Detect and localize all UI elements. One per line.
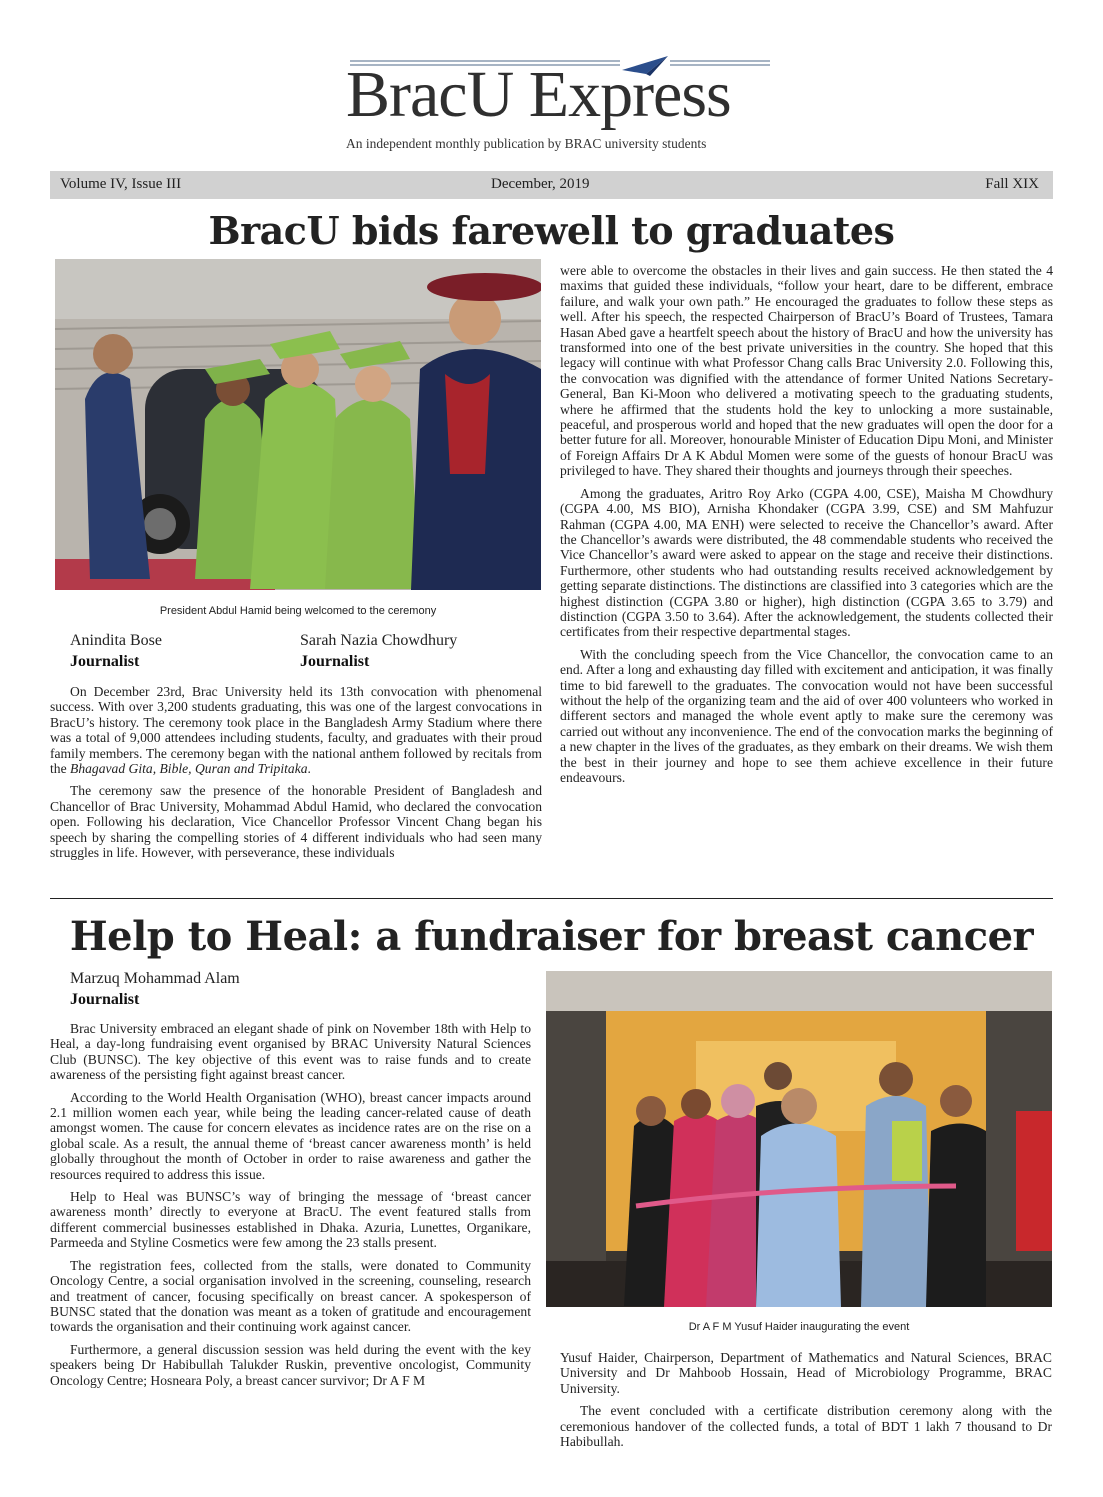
article2-headline: Help to Heal: a fundraiser for breast cancer	[69, 913, 1034, 960]
article2-paragraph: The event concluded with a certificate distribution ceremony along with the ceremonious handover of the collected funds, a total of BDT 1 lakh 7 thousand to Dr Habibullah.	[560, 1403, 1052, 1450]
article2-paragraph: Yusuf Haider, Chairperson, Department of Mathematics and Natural Sciences, BRAC University and Dr Mahboob Hossain, Head of Microbiology Programme, BRAC University.	[560, 1350, 1052, 1396]
author-role: Journalist	[70, 991, 140, 1008]
article2-paragraph: According to the World Health Organisation (WHO), breast cancer impacts around 2.1 million women each year, while being the leading cancer-related cause of death amongst women. The cause for concern elevates as incidence rates are on the rise on a global scale. As a result, the annual theme of ‘breast cancer awareness month’ is held globally throughout the month of October in order to raise awareness and gather the resources required to address this issue.	[50, 1089, 531, 1182]
article1-scripture-names: Bhagavad Gita, Bible, Quran and Tripitaka	[70, 761, 308, 777]
article2-column-1	[50, 1021, 531, 1395]
article2-column-2	[560, 1350, 1052, 1456]
issue-volume: Volume IV, Issue III	[60, 176, 182, 192]
masthead-tagline: An independent monthly publication by BRAC university students	[346, 136, 707, 151]
graduation-photo-illustration	[55, 259, 541, 590]
article1-paragraph: were able to overcome the obstacles in their lives and gain success. He then stated the 4 maxims that guided these individuals, “follow your heart, dare to be different, embrace failure, and walk your own path.” He encouraged the graduates to follow these steps as well. After his speech, the respected Chairperson of BracU’s Board of Trustees, Tamara Hasan Abed gave a heartfelt speech about the history of BracU and how the university has transformed into one of the best private universities in the country. She hoped that this legacy will continue with what Professor Chang calls Brac University 2.0. Following this, the convocation was dignified with the attendance of former United Nations Secretary-General, Ban Ki-Moon who delivered a motivating speech to the graduating students, where he affirmed that the students hold the key to unlocking a more sustainable, peaceful, and prosperous world and hoped that the new graduates will open the door for a better future for all. Moreover, honourable Minister of Education Dipu Moni, and Minister of Foreign Affairs Dr A K Abdul Momen were some of the guests of honour BracU was privileged to have. They shared their thoughts and journeys through their speeches.	[560, 263, 1053, 479]
masthead-title: BracU Express	[346, 58, 731, 131]
author-role: Journalist	[300, 653, 370, 670]
author-name: Anindita Bose	[70, 632, 162, 649]
article2-photo-caption: Dr A F M Yusuf Haider inaugurating the event	[688, 1321, 910, 1333]
graduation-photo	[55, 259, 541, 590]
article1-paragraph-end: .	[307, 761, 311, 777]
issue-season: Fall XIX	[985, 176, 1039, 192]
article2-paragraph: Help to Heal was BUNSC’s way of bringing the message of ‘breast cancer awareness month’ directly to everyone at BracU. The event featured stalls from different commercial businesses established in Dhaka. Azuria, Lunettes, Organikare, Parmeeda and Styline Cosmetics were few among the 23 stalls present.	[50, 1189, 531, 1251]
article1-paragraph-text: On December 23rd, Brac University held its 13th convocation with phenomenal success. With over 3,200 students graduating, this was one of the largest convocations in BracU’s history. The ceremony took place in the Bangladesh Army Stadium where there was a total of 9,000 attendees including students, faculty, and graduates with their proud family members. The ceremony began with the national anthem followed by recitals from the	[50, 684, 542, 777]
article1-headline: BracU bids farewell to graduates	[208, 208, 895, 253]
article1-paragraph	[50, 684, 542, 776]
article2-paragraph: The registration fees, collected from the stalls, were donated to Community Oncology Centre, a social organisation involved in the screening, counseling, research and treatment of cancer, focusing specifically on breast cancer. A spokesperson of BUNSC stated that the donation was meant as a token of gratitude and encouragement towards the organisation and their continuing work against cancer.	[50, 1257, 531, 1335]
author-role: Journalist	[70, 653, 140, 670]
masthead	[0, 48, 1103, 158]
article1-column-2	[560, 263, 1053, 792]
article1-paragraph: With the concluding speech from the Vice Chancellor, the convocation came to an end. After a long and exhausting day filled with excitement and anticipation, it was finally time to bid farewell to the graduates. The convocation would not have been successful without the help of the organizing team and the aid of over 400 volunteers who worked in different sectors and managed the whole event aptly to make sure the ceremony was carried out without any inconvenience. The end of the convocation marks the beginning of a new chapter in the lives of the graduates, as they embark on their dreams. We wish them the best in their journey and hope to see them achieve excellence in their future endeavours.	[560, 646, 1053, 785]
fundraiser-photo	[546, 971, 1052, 1307]
article2-paragraph: Brac University embraced an elegant shade of pink on November 18th with Help to Heal, a day-long fundraising event organised by BRAC University Natural Sciences Club (BUNSC). The key objective of this event was to raise funds and to create awareness of the persisting fight against breast cancer.	[50, 1021, 531, 1083]
section-divider	[50, 898, 1053, 899]
fundraiser-photo-illustration	[546, 971, 1052, 1307]
article2-paragraph: Furthermore, a general discussion session was held during the event with the key speakers being Dr Habibullah Talukder Ruskin, preventive oncologist, Community Oncology Centre; Hosneara Poly, a breast cancer survivor; Dr A F M	[50, 1341, 531, 1388]
article1-paragraph: The ceremony saw the presence of the honorable President of Bangladesh and Chancellor of Brac University, Mohammad Abdul Hamid, who declared the convocation open. Following his declaration, Vice Chancellor Professor Vincent Chang began his speech by sharing the compelling stories of 4 different individuals who had seen many struggles in life. However, with perseverance, these individuals	[50, 783, 542, 861]
issue-date: December, 2019	[491, 176, 590, 192]
article1-paragraph: Among the graduates, Aritro Roy Arko (CGPA 4.00, CSE), Maisha M Chowdhury (CGPA 4.00, MS BIO), Arnisha Khondaker (CGPA 3.99, CSE) and SM Mahfuzur Rahman (CGPA 4.00, MA ENH) were selected to receive the Chancellor’s award. After the Chancellor’s awards were distributed, the 48 commendable students who received the Vice Chancellor’s award were asked to appear on the stage and receive their distinctions. Furthermore, other students who had outstanding results received acknowledgement by getting separate distinctions. The distinctions are classified into 3 categories which are the highest distinction (CGPA 3.80 or higher), high distinction (CGPA 3.65 to 3.79) and distinction (CGPA 3.50 to 3.64). After the acknowledgement, the students collected their certificates from their respective departmental stages.	[560, 485, 1053, 640]
author-name: Marzuq Mohammad Alam	[70, 970, 240, 987]
article1-photo-caption: President Abdul Hamid being welcomed to the ceremony	[159, 605, 437, 617]
issue-info-bar	[50, 171, 1053, 199]
author-name: Sarah Nazia Chowdhury	[300, 632, 458, 649]
article1-column-1	[50, 684, 542, 867]
